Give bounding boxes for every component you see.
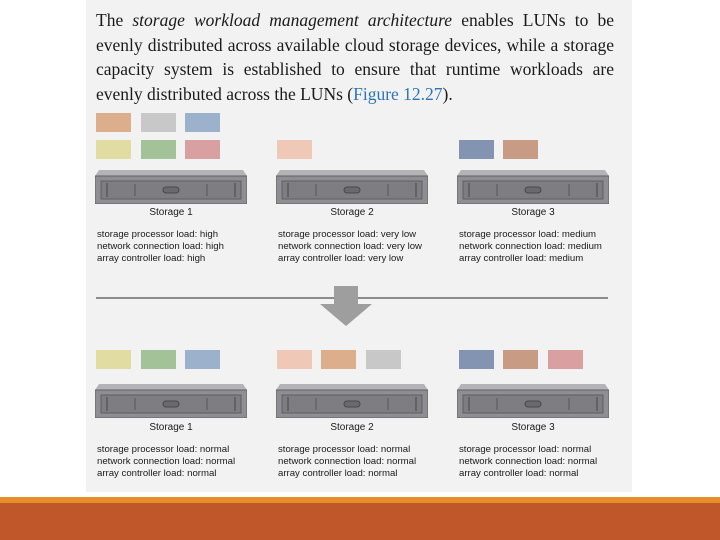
lun-block-yellow bbox=[96, 140, 131, 159]
storage-processor-load: storage processor load: medium bbox=[459, 229, 597, 240]
storage-device-2 bbox=[276, 170, 428, 204]
lun-block-brown bbox=[503, 140, 538, 159]
storage-processor-load: storage processor load: very low bbox=[278, 229, 417, 240]
device-label-storage-3: Storage 3 bbox=[511, 422, 555, 433]
lun-block-tan bbox=[321, 350, 356, 369]
storage-processor-load: storage processor load: normal bbox=[97, 444, 230, 455]
storage-processor-load: storage processor load: high bbox=[97, 229, 219, 240]
device-label-storage-1: Storage 1 bbox=[149, 422, 193, 433]
network-connection-load: network connection load: normal bbox=[459, 456, 598, 467]
network-connection-load: network connection load: normal bbox=[97, 456, 236, 467]
lun-block-yellow bbox=[96, 350, 131, 369]
array-controller-load: array controller load: normal bbox=[278, 468, 398, 479]
intro-paragraph bbox=[96, 8, 614, 106]
device-label-storage-1: Storage 1 bbox=[149, 207, 193, 218]
lun-block-gray bbox=[366, 350, 401, 369]
storage-device-2 bbox=[276, 384, 428, 418]
paragraph-emphasis: storage workload management architecture bbox=[132, 10, 453, 30]
storage-device-3 bbox=[457, 384, 609, 418]
device-label-storage-2: Storage 2 bbox=[330, 422, 374, 433]
network-connection-load: network connection load: normal bbox=[278, 456, 417, 467]
network-connection-load: network connection load: medium bbox=[459, 241, 602, 252]
lun-block-blue bbox=[185, 113, 220, 132]
device-label-storage-3: Storage 3 bbox=[511, 207, 555, 218]
lun-block-peach bbox=[277, 350, 312, 369]
footer-bar bbox=[0, 503, 720, 540]
storage-processor-load: storage processor load: normal bbox=[278, 444, 411, 455]
storage-processor-load: storage processor load: normal bbox=[459, 444, 592, 455]
array-controller-load: array controller load: high bbox=[97, 253, 206, 264]
paragraph-text-2: enables LUNs to be evenly distributed across available cloud storage devices, while a storage capacity system is established to ensure that runtime workloads are evenly distributed across the LUNs ( bbox=[96, 10, 614, 104]
lun-block-brown bbox=[503, 350, 538, 369]
array-controller-load: array controller load: medium bbox=[459, 253, 584, 264]
lun-block-gray bbox=[141, 113, 176, 132]
lun-block-blue bbox=[185, 350, 220, 369]
storage-device-1 bbox=[95, 384, 247, 418]
array-controller-load: array controller load: normal bbox=[97, 468, 217, 479]
figure-reference-link[interactable]: Figure 12.27 bbox=[353, 83, 443, 104]
storage-device-1 bbox=[95, 170, 247, 204]
paragraph-text-1: The bbox=[96, 10, 133, 30]
array-controller-load: array controller load: very low bbox=[278, 253, 404, 264]
paragraph-text-3: ). bbox=[442, 83, 453, 104]
lun-block-rose bbox=[185, 140, 220, 159]
lun-block-slate bbox=[459, 350, 494, 369]
lun-block-peach bbox=[277, 140, 312, 159]
device-label-storage-2: Storage 2 bbox=[330, 207, 374, 218]
lun-block-green bbox=[141, 140, 176, 159]
lun-block-rose bbox=[548, 350, 583, 369]
down-arrow-icon bbox=[320, 286, 372, 326]
network-connection-load: network connection load: high bbox=[97, 241, 224, 252]
network-connection-load: network connection load: very low bbox=[278, 241, 422, 252]
array-controller-load: array controller load: normal bbox=[459, 468, 579, 479]
lun-block-green bbox=[141, 350, 176, 369]
storage-device-3 bbox=[457, 170, 609, 204]
lun-block-slate bbox=[459, 140, 494, 159]
lun-block-tan bbox=[96, 113, 131, 132]
